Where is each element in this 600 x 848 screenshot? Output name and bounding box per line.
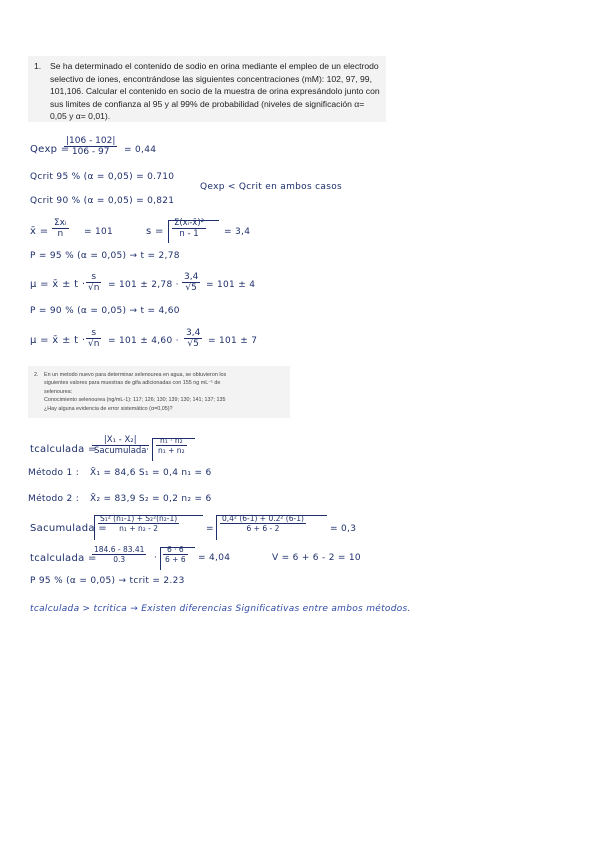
mu2-fraction-2 [184, 328, 202, 349]
p90-t-value: P = 90 % (α = 0,05) → t = 4,60 [30, 306, 180, 316]
sacum-numerator-2: 0,4² (6-1) + 0.2² (6-1) [222, 514, 304, 523]
s-denominator: n - 1 [179, 229, 199, 239]
sacum-equals: = [206, 524, 214, 534]
metodo-2-label: Método 2 : [28, 494, 80, 504]
problem-2-line-5: ¿Hay alguna evidencia de error sistemático (α=0,05)? [44, 405, 173, 412]
tcalc-dot: · [146, 445, 150, 455]
p95-t-value: P = 95 % (α = 0,05) → t = 2,78 [30, 251, 180, 261]
mu2-denominator-2: √5 [187, 339, 199, 349]
problem-2-line-2: siguientes valores para muestras de gifa adicionadas con 155 ng mL⁻¹ de [44, 380, 221, 387]
tcalc2-dot: · [154, 553, 158, 563]
tcalc-denominator: Sacumulada [94, 446, 147, 456]
tcalc-radical-numerator: n₁ · n₂ [156, 436, 187, 446]
mu1-label: μ = x̄ ± t · [30, 279, 86, 290]
s-label: s = [146, 226, 164, 237]
sacum-denominator-2: 6 + 6 - 2 [246, 524, 280, 533]
qexp-fraction [64, 136, 117, 157]
problem-2-line-3: selenourea: [44, 388, 73, 395]
p95-tcrit: P 95 % (α = 0,05) → tcrit = 2.23 [30, 576, 185, 586]
tcalc-radical-denominator: n₁ + n₂ [158, 446, 185, 455]
mu2-numerator: s [86, 328, 101, 339]
mu2-middle: = 101 ± 4,60 · [108, 336, 179, 346]
qexp-denominator: 106 - 97 [71, 147, 110, 157]
mean-label: x̄ = [30, 226, 49, 237]
tcalc-numerator: |X₁ - X₂| [92, 435, 149, 446]
s-fraction [172, 218, 206, 239]
tcalc-formula-label: tcalculada = [30, 444, 97, 455]
sacum-denominator: n₁ + n₂ - 2 [119, 524, 158, 533]
sacum-fraction-2 [220, 514, 306, 533]
sacum-fraction [98, 514, 179, 533]
mu1-fraction [86, 272, 101, 293]
problem-2-line-1: En un metodo nuevo para determinar selenourea en agua, se obtuvieron los [44, 372, 227, 378]
qcrit-90: Qcrit 90 % (α = 0,05) = 0,821 [30, 196, 175, 206]
tcalc2-numerator: 184.6 - 83.41 [94, 545, 145, 554]
tcalc2-radical-denominator: 6 + 6 [165, 555, 186, 564]
mean-denominator: n [57, 229, 64, 239]
qexp-comparison-note: Qexp < Qcrit en ambos casos [200, 182, 342, 192]
tcalc2-radical-fraction [163, 545, 188, 564]
tcalc-radical-fraction [156, 436, 187, 455]
problem-2-number: 2. [34, 372, 39, 378]
mu1-fraction-2 [182, 272, 200, 293]
qexp-result: = 0,44 [124, 145, 157, 155]
mu2-fraction [86, 328, 101, 349]
s-result: = 3,4 [224, 227, 251, 237]
problem-2-statement [28, 366, 290, 418]
mu2-numerator-2: 3,4 [186, 328, 201, 338]
tcalc-fraction [92, 435, 149, 456]
conclusion: tcalculada > tcritica → Existen diferencias Significativas entre ambos métodos. [30, 604, 411, 614]
mu2-label: μ = x̄ ± t · [30, 335, 86, 346]
problem-1-statement [28, 56, 386, 122]
qcrit-95: Qcrit 95 % (α = 0,05) = 0.710 [30, 172, 175, 182]
mu2-denominator: √n [88, 339, 100, 349]
mu1-middle: = 101 ± 2,78 · [108, 280, 179, 290]
s-numerator: Σ(xᵢ-x̄)² [174, 218, 205, 228]
tcalc2-result: = 4,04 [198, 553, 231, 563]
metodo-1-label: Método 1 : [28, 468, 80, 478]
metodo-1-values: X̄₁ = 84,6 S₁ = 0,4 n₁ = 6 [90, 468, 212, 478]
mu1-result: = 101 ± 4 [206, 280, 256, 290]
mu1-numerator: s [86, 272, 101, 283]
mu1-denominator-2: √5 [185, 283, 197, 293]
metodo-2-values: X̄₂ = 83,9 S₂ = 0,2 n₂ = 6 [90, 494, 212, 504]
problem-2-line-4: Conocimiento selenourea (ng/mL-1): 117; 126; 130; 139; 130; 141; 137; 135 [44, 397, 226, 404]
mean-result: = 101 [84, 227, 114, 237]
mean-fraction [52, 218, 69, 239]
mu2-result: = 101 ± 7 [208, 336, 258, 346]
tcalc2-radical-numerator: 6 · 6 [163, 545, 188, 555]
tcalc2-denominator: 0.3 [113, 555, 126, 564]
qexp-label: Qexp = [30, 144, 70, 155]
problem-1-number: 1. [34, 61, 42, 71]
degrees-of-freedom: V = 6 + 6 - 2 = 10 [272, 553, 361, 563]
sacum-result: = 0,3 [330, 524, 357, 534]
tcalc2-label: tcalculada = [30, 553, 97, 564]
mean-numerator: Σxᵢ [54, 218, 67, 228]
qexp-numerator: |106 - 102| [66, 136, 116, 146]
problem-1-text: Se ha determinado el contenido de sodio en orina mediante el empleo de un electrodo selectivo de iones, encontrándose las siguientes concentraciones (mM): 102, 97, 99, 101,106. Calcular el contenido en socio de la muestra de orina expresándolo junto con sus limites de confianza al 95 y al 99% de probabilidad (niveles de significación α= 0,05 y α= 0,01). [50, 61, 380, 122]
tcalc2-fraction [92, 545, 146, 564]
sacum-label: Sacumulada = [30, 523, 107, 534]
mu1-numerator-2: 3,4 [184, 272, 199, 282]
mu1-denominator: √n [88, 283, 100, 293]
sacum-numerator: S₁² (n₁-1) + S₂²(n₂-1) [100, 514, 178, 523]
